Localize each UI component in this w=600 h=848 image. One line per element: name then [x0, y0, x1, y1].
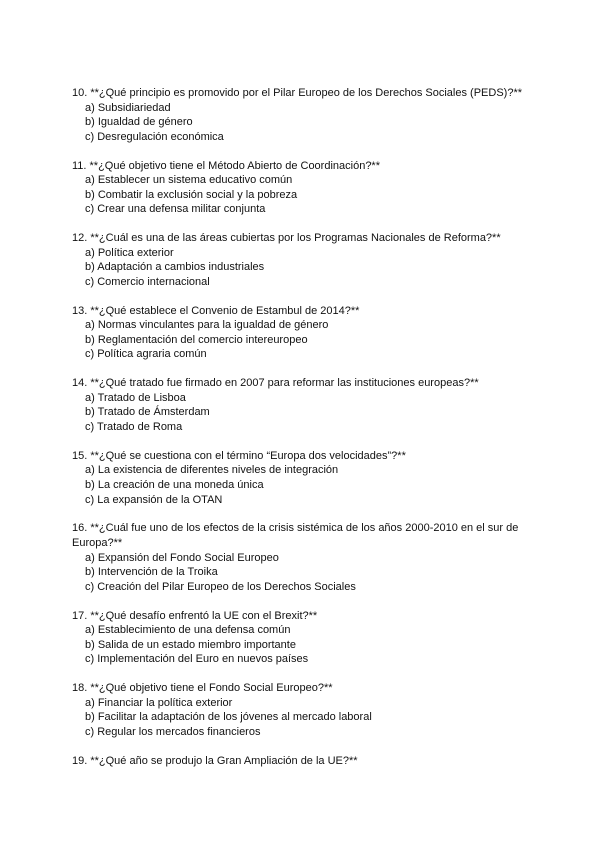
question-13 [72, 304, 540, 362]
option-b: b) Facilitar la adaptación de los jóvenes al mercado laboral [85, 711, 372, 724]
option-b: b) Reglamentación del comercio intereuropeo [85, 333, 308, 346]
option-list [72, 318, 540, 362]
option-a: a) Política exterior [85, 246, 174, 259]
question-15 [72, 449, 540, 507]
option-c: c) Tratado de Roma [85, 421, 183, 434]
option-list [72, 173, 540, 217]
question-text: 14. **¿Qué tratado fue firmado en 2007 para reformar las instituciones europeas?** [72, 377, 479, 390]
option-list [72, 623, 540, 667]
question-11 [72, 159, 540, 217]
option-list [72, 463, 540, 507]
option-c: c) La expansión de la OTAN [85, 493, 223, 506]
question-text: 15. **¿Qué se cuestiona con el término “Europa dos velocidades”?** [72, 449, 406, 462]
option-list [72, 391, 540, 435]
question-18 [72, 681, 540, 739]
option-b: b) Igualdad de género [85, 116, 193, 129]
question-text: 11. **¿Qué objetivo tiene el Método Abierto de Coordinación?** [72, 159, 380, 172]
question-10 [72, 86, 540, 144]
option-a: a) Expansión del Fondo Social Europeo [85, 551, 279, 564]
option-b: b) Combatir la exclusión social y la pobreza [85, 188, 298, 201]
question-text: 12. **¿Cuál es una de las áreas cubiertas por los Programas Nacionales de Reforma?** [72, 232, 501, 245]
question-19 [72, 754, 540, 769]
question-text: 19. **¿Qué año se produjo la Gran Ampliación de la UE?** [72, 754, 358, 767]
option-c: c) Creación del Pilar Europeo de los Derechos Sociales [85, 580, 356, 593]
option-c: c) Política agraria común [85, 348, 207, 361]
question-12 [72, 231, 540, 289]
question-14 [72, 376, 540, 434]
option-b: b) Intervención de la Troika [85, 566, 218, 579]
option-c: c) Desregulación económica [85, 130, 224, 143]
option-a: a) Financiar la política exterior [85, 696, 233, 709]
question-text: 18. **¿Qué objetivo tiene el Fondo Social Europeo?** [72, 682, 333, 695]
option-list [72, 551, 540, 595]
question-16 [72, 521, 540, 594]
question-text: 10. **¿Qué principio es promovido por el Pilar Europeo de los Derechos Sociales (PEDS)?** [72, 87, 523, 99]
option-a: a) Normas vinculantes para la igualdad de género [85, 319, 329, 332]
option-b: b) Salida de un estado miembro importante [85, 638, 296, 651]
option-a: a) La existencia de diferentes niveles de integración [85, 464, 339, 477]
question-text: 16. **¿Cuál fue uno de los efectos de la crisis sistémica de los años 2000-2010 en el sur de Europa?** [72, 522, 519, 549]
option-list [72, 246, 540, 290]
option-list [72, 101, 540, 145]
question-text: 17. **¿Qué desafío enfrentó la UE con el Brexit?** [72, 609, 318, 622]
question-17 [72, 609, 540, 667]
question-text: 13. **¿Qué establece el Convenio de Estambul de 2014?** [72, 304, 360, 317]
option-list [72, 696, 540, 740]
option-c: c) Crear una defensa militar conjunta [85, 203, 266, 216]
option-b: b) Tratado de Ámsterdam [85, 406, 210, 419]
option-c: c) Comercio internacional [85, 275, 210, 288]
option-c: c) Implementación del Euro en nuevos países [85, 653, 309, 666]
option-a: a) Tratado de Lisboa [85, 391, 186, 404]
option-a: a) Subsidiariedad [85, 101, 171, 114]
option-a: a) Establecer un sistema educativo común [85, 174, 293, 187]
option-b: b) Adaptación a cambios industriales [85, 261, 265, 274]
option-b: b) La creación de una moneda única [85, 479, 264, 491]
option-a: a) Establecimiento de una defensa común [85, 624, 291, 637]
option-c: c) Regular los mercados financieros [85, 725, 261, 738]
